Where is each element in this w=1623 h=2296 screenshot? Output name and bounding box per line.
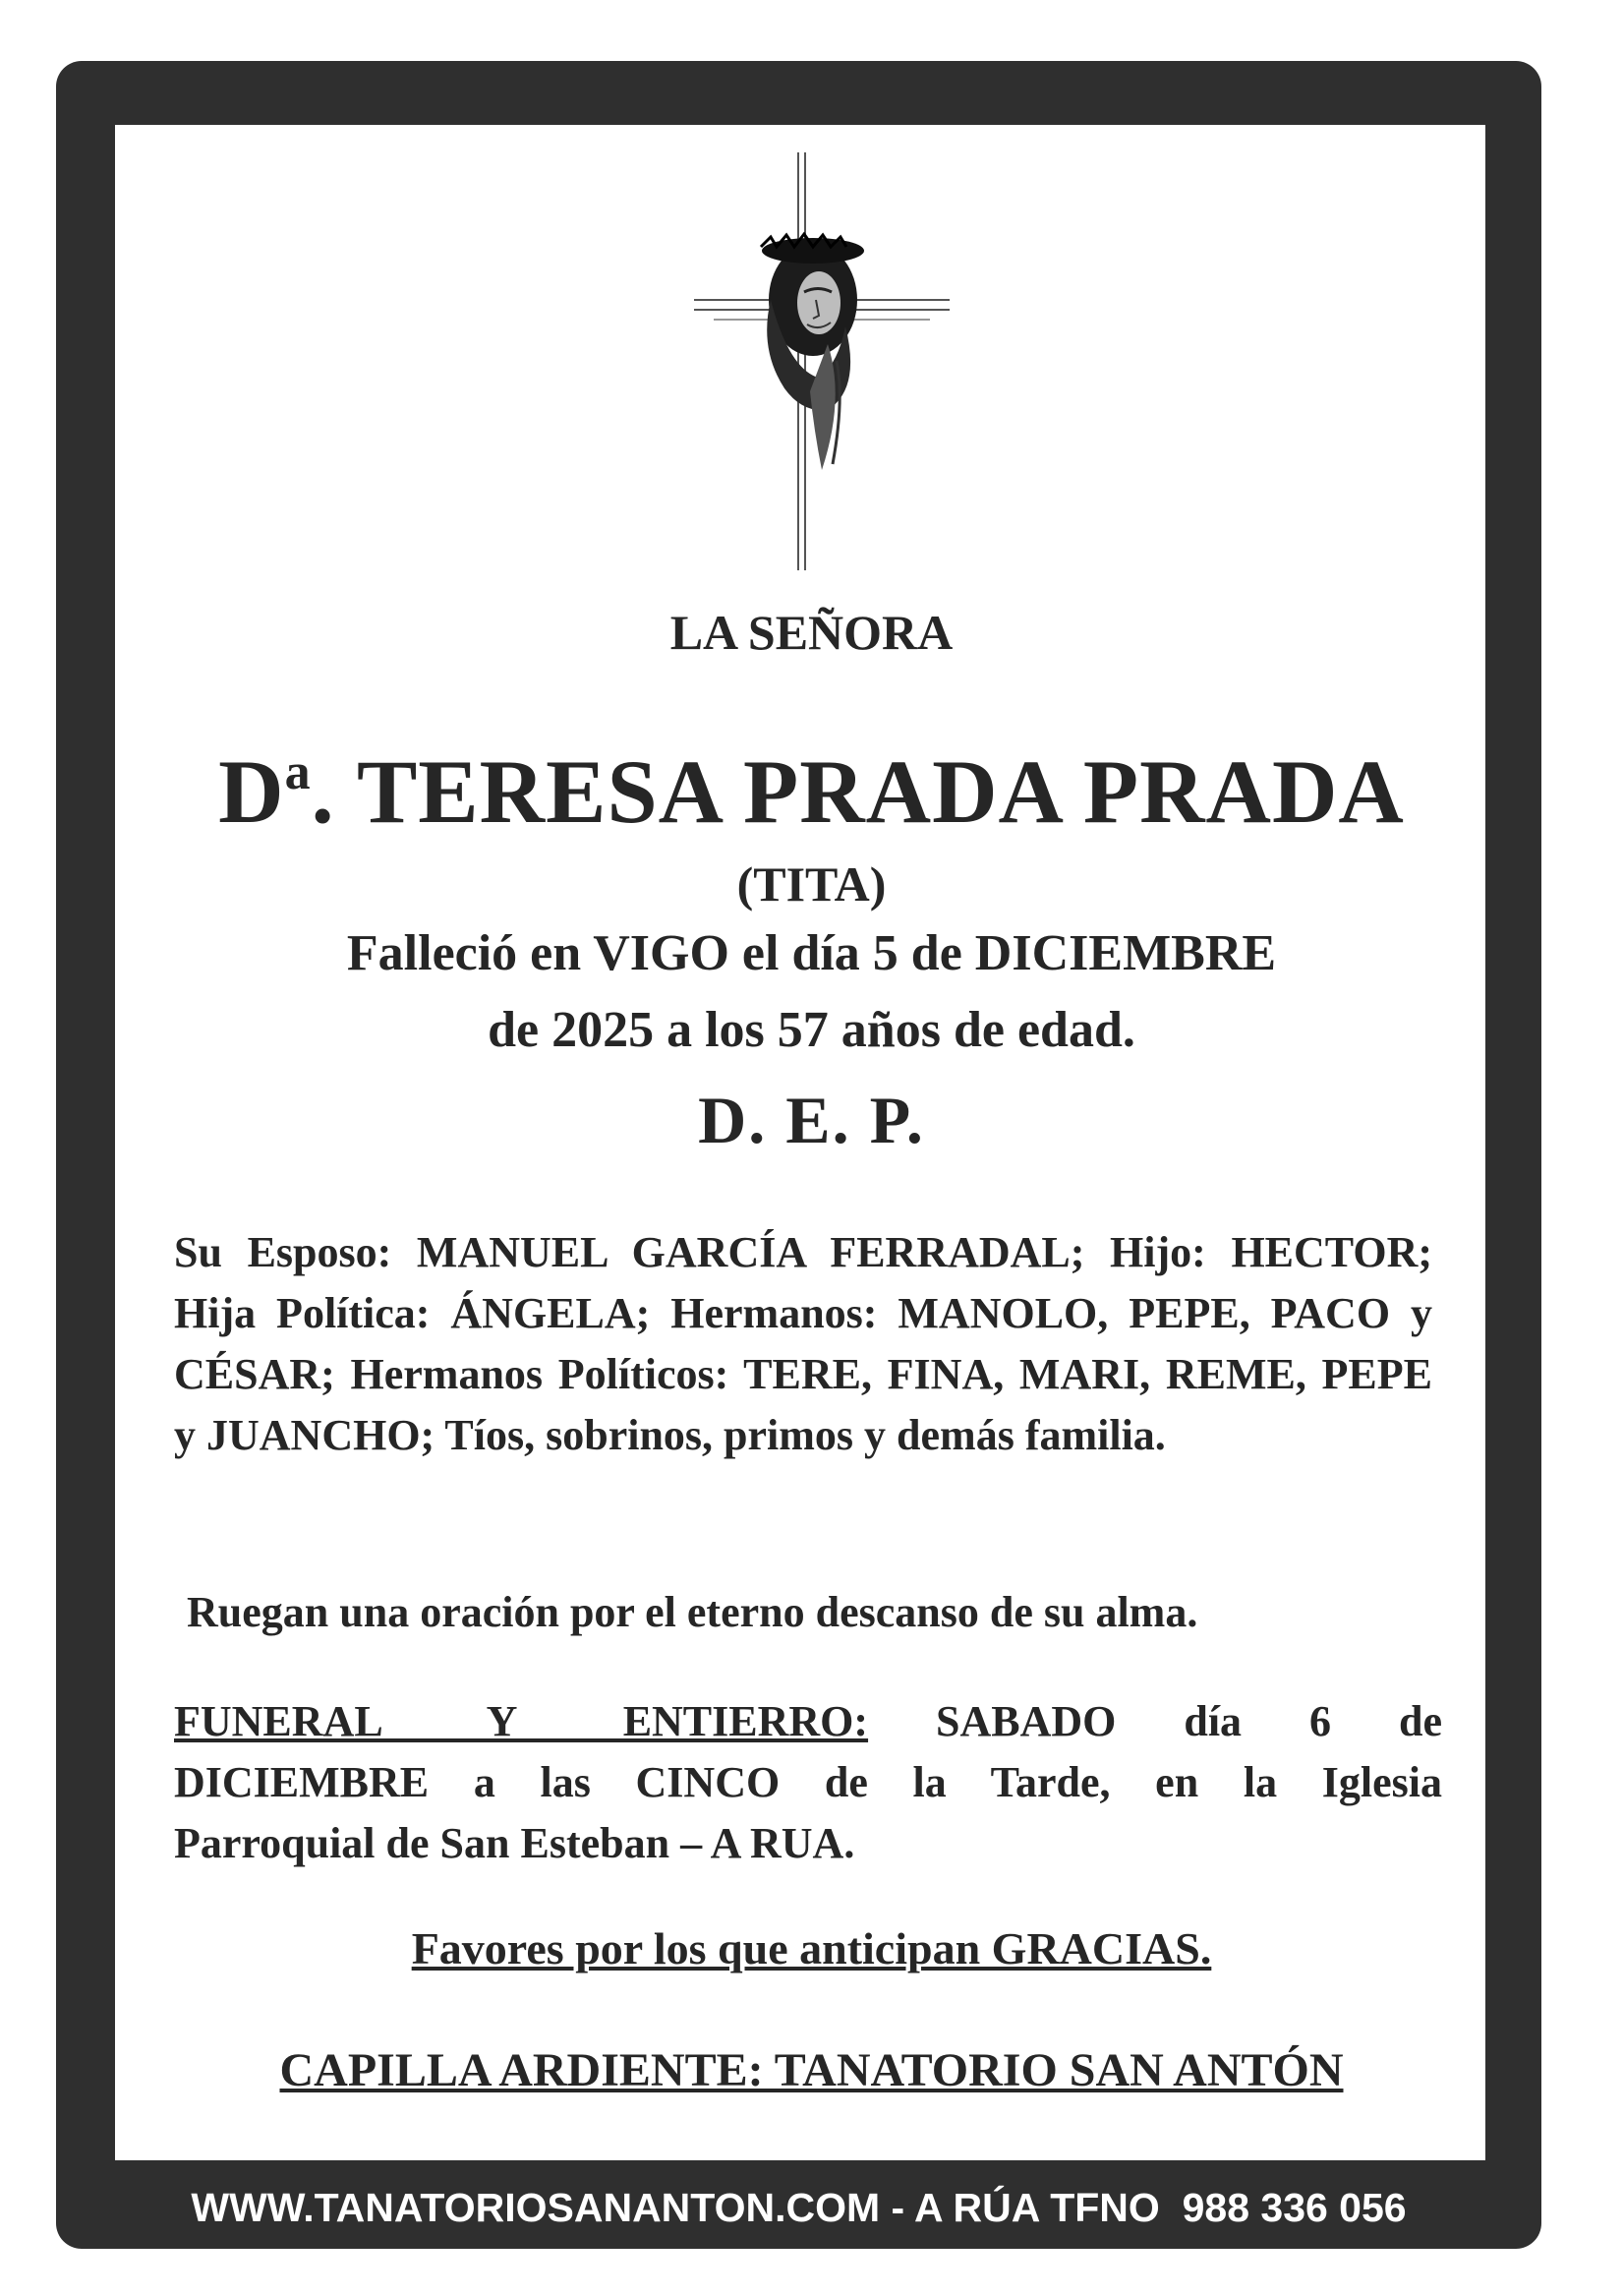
funeral-line-2: DICIEMBRE a las CINCO de la Tarde, en la Iglesia xyxy=(174,1758,1442,1806)
nickname: (TITA) xyxy=(736,856,887,912)
name-prefix-superscript: a xyxy=(284,744,312,800)
footer-contact: WWW.TANATORIOSANANTON.COM - A RÚA TFNO 988 336 056 xyxy=(191,2185,1407,2230)
chapel-line: CAPILLA ARDIENTE: TANATORIO SAN ANTÓN xyxy=(279,2044,1344,2096)
funeral-date: SABADO día 6 de xyxy=(868,1697,1442,1745)
death-line-1: Falleció en VIGO el día 5 de DICIEMBRE xyxy=(346,925,1277,981)
rest-in-peace: D. E. P. xyxy=(698,1083,925,1157)
prayer-request: Ruegan una oración por el eterno descanso de su alma. xyxy=(187,1588,1198,1636)
funeral-label: FUNERAL Y ENTIERRO: xyxy=(174,1697,869,1745)
crucifix-icon xyxy=(694,152,950,570)
death-line-2: de 2025 a los 57 años de edad. xyxy=(488,1002,1135,1058)
funeral-line-3: Parroquial de San Esteban – A RUA. xyxy=(174,1819,855,1867)
funeral-line-1 xyxy=(174,1691,1442,1752)
family-list: Su Esposo: MANUEL GARCÍA FERRADAL; Hijo: HECTOR; Hija Política: ÁNGELA; Hermanos: MANOLO, PEPE, PACO y CÉSAR; Hermanos Políticos: TERE, FINA, MARI, REME, PEPE y JUANCHO; Tíos, sobrinos, primos y demás familia. xyxy=(174,1228,1432,1459)
heading: LA SEÑORA xyxy=(669,605,954,660)
funeral-details xyxy=(174,1691,1442,1874)
name-rest: . TERESA PRADA PRADA xyxy=(311,741,1405,842)
thanks-line: Favores por los que anticipan GRACIAS. xyxy=(411,1923,1212,1973)
deceased-name xyxy=(0,739,1623,844)
name-prefix: D xyxy=(218,741,285,842)
